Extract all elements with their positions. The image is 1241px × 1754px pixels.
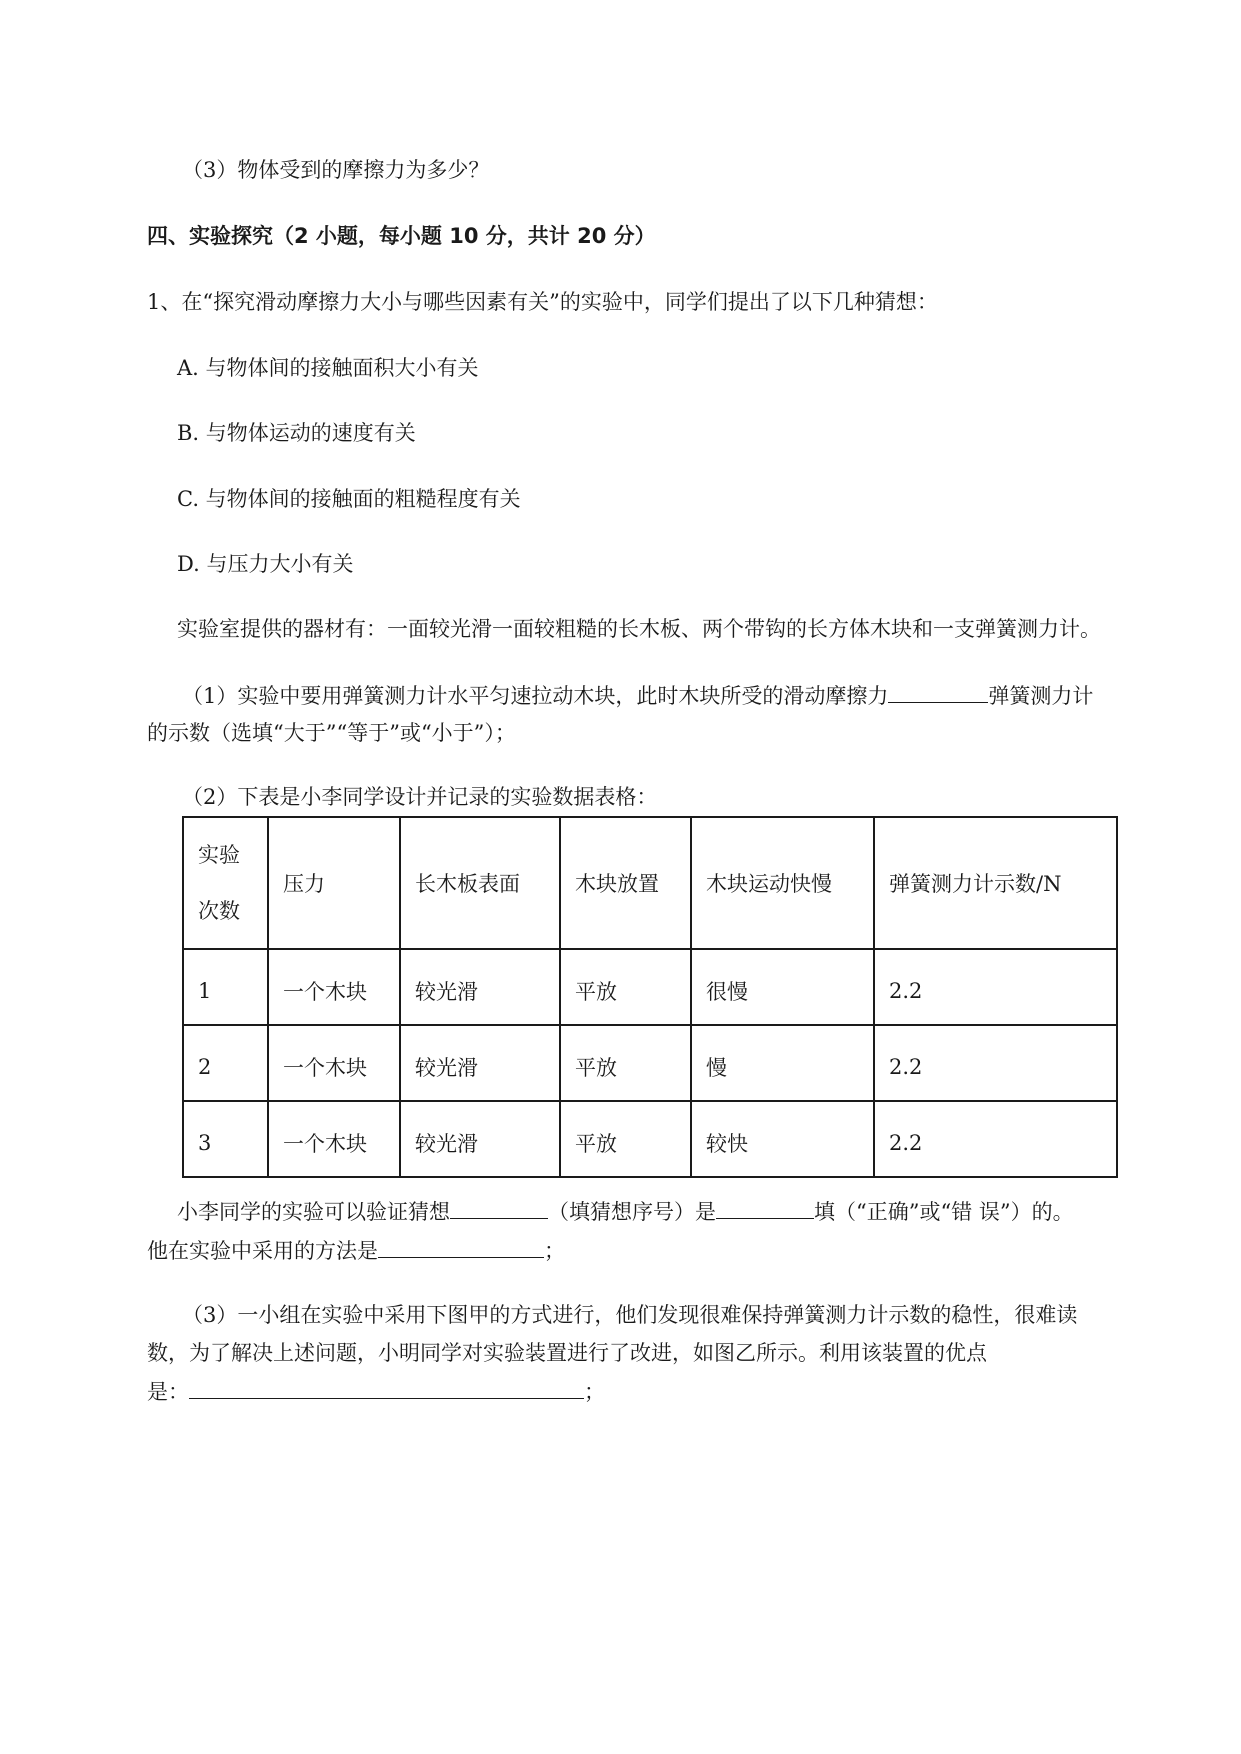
header-board-surface: 长木板表面 [400,817,560,949]
materials-text: 实验室提供的器材有：一面较光滑一面较粗糙的长木板、两个带钩的长方体木块和一支弹簧测力计。 [177,617,1101,641]
part-2-text-d: 他在实验中采用的方法是 [147,1239,378,1263]
cell-speed: 很慢 [691,949,874,1025]
part-3-text-b: ； [584,1380,605,1404]
cell-speed: 慢 [691,1025,874,1101]
cell-placement: 平放 [560,949,691,1025]
cell-placement: 平放 [560,1101,691,1177]
part-1-line-2: 的示数（选填“大于”“等于”或“小于”）； [147,721,516,745]
blank-method[interactable] [378,1235,544,1258]
cell-surface: 较光滑 [400,949,560,1025]
cell-speed: 较快 [691,1101,874,1177]
table-row [183,949,1117,1025]
table-header-row [183,817,1117,949]
header-block-placement: 木块放置 [560,817,691,949]
cell-surface: 较光滑 [400,1101,560,1177]
section-title: 四、实验探究（2 小题，每小题 10 分，共计 20 分） [147,224,656,248]
cell-reading: 2.2 [874,949,1117,1025]
header-pressure: 压力 [268,817,400,949]
part-3-line-2: 数，为了解决上述问题，小明同学对实验装置进行了改进，如图乙所示。利用该装置的优点 [147,1341,987,1365]
part-2-text-a: 小李同学的实验可以验证猜想 [177,1200,450,1224]
part-1-line-1 [182,680,1093,711]
experiment-data-table [182,816,1118,1178]
option-d: D. 与压力大小有关 [177,552,354,576]
part-2-text-e: ； [544,1239,565,1263]
table-row [183,1101,1117,1177]
blank-hypothesis-number[interactable] [450,1196,548,1219]
part-2-intro: （2）下表是小李同学设计并记录的实验数据表格： [182,785,658,809]
part-1-text-b: 弹簧测力计 [988,684,1094,708]
question-1-intro: 1、在“探究滑动摩擦力大小与哪些因素有关”的实验中，同学们提出了以下几种猜想： [147,290,938,314]
blank-correct-or-wrong[interactable] [716,1196,814,1219]
cell-pressure: 一个木块 [268,1101,400,1177]
cell-pressure: 一个木块 [268,1025,400,1101]
cell-trial: 1 [183,949,268,1025]
cell-trial: 3 [183,1101,268,1177]
option-a: A. 与物体间的接触面积大小有关 [177,356,479,380]
part-3-text-a: 是： [147,1380,189,1404]
part-3-line-1: （3）一小组在实验中采用下图甲的方式进行，他们发现很难保持弹簧测力计示数的稳性，很难读 [182,1303,1078,1327]
blank-friction-compare[interactable] [888,680,988,703]
part-2-result-line-1 [177,1196,1074,1227]
part-2-text-b: （填猜想序号）是 [548,1200,716,1224]
header-block-speed: 木块运动快慢 [691,817,874,949]
header-spring-reading: 弹簧测力计示数/N [874,817,1117,949]
cell-placement: 平放 [560,1025,691,1101]
part-1-text-a: （1）实验中要用弹簧测力计水平匀速拉动木块，此时木块所受的滑动摩擦力 [182,684,889,708]
previous-question-3: （3）物体受到的摩擦力为多少？ [182,158,490,182]
blank-advantage[interactable] [189,1376,584,1399]
part-3-line-3 [147,1376,605,1407]
part-2-result-line-2 [147,1235,565,1266]
part-2-text-c: 填（“正确”或“错 误”）的。 [814,1200,1074,1224]
cell-reading: 2.2 [874,1101,1117,1177]
option-b: B. 与物体运动的速度有关 [177,421,416,445]
cell-trial: 2 [183,1025,268,1101]
cell-pressure: 一个木块 [268,949,400,1025]
table-row [183,1025,1117,1101]
option-c: C. 与物体间的接触面的粗糙程度有关 [177,487,521,511]
cell-surface: 较光滑 [400,1025,560,1101]
cell-reading: 2.2 [874,1025,1117,1101]
header-trial-number: 实验 次数 [183,817,268,949]
